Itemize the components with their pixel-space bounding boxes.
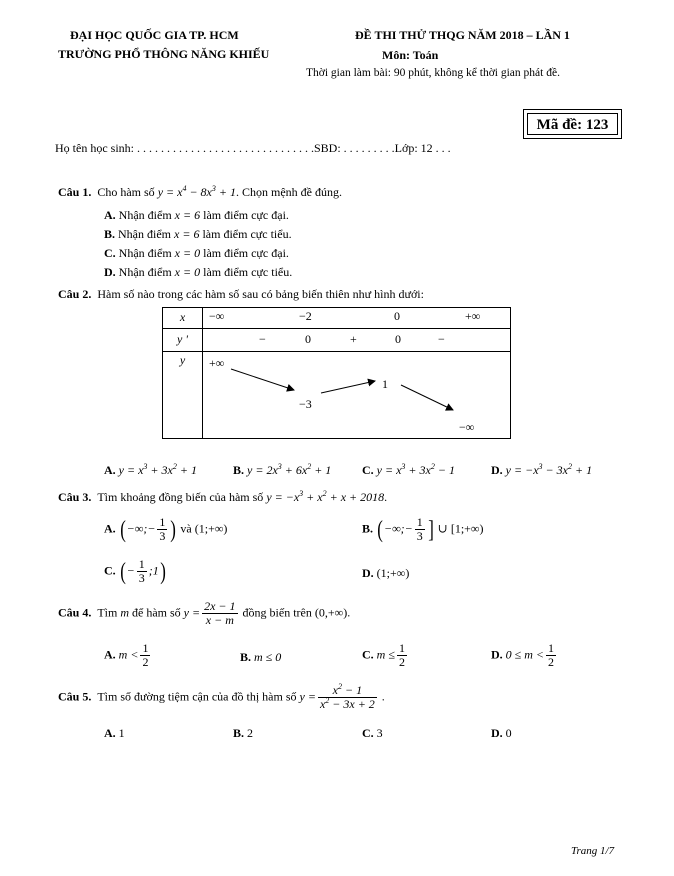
school-name: TRƯỜNG PHỔ THÔNG NĂNG KHIẾU (58, 47, 270, 61)
yp-row-label-cell (163, 329, 203, 352)
option-d[interactable]: D. 0 ≤ m < $\frac{1}{2}$ (491, 641, 555, 669)
question-5-stem: Câu 5. Tìm số đường tiệm cận của đồ thị hàm số y = $\frac{x^2 - 1}{x^2 - 3x + 2}$ . (58, 682, 385, 711)
option-letter: A. (104, 647, 116, 662)
variation-arrows (203, 352, 511, 440)
exam-title: ĐỀ THI THỬ THQG NĂM 2018 – LẦN 1 (355, 28, 570, 42)
increasing-arrow (321, 381, 375, 393)
option-letter: D. (491, 647, 503, 662)
sign-value: 0 (395, 332, 401, 346)
function-row (203, 352, 511, 439)
math-expression: $y = x^4 - 8x^3 + 1$ (157, 184, 236, 199)
option-text: Nhận điểm (118, 227, 172, 241)
option-letter: B. (233, 463, 245, 477)
option-b[interactable]: B. m ≤ 0 (240, 650, 282, 664)
sign-value: − (259, 332, 266, 346)
option-text: và (180, 521, 192, 536)
option-letter: D. (491, 726, 503, 740)
question-label: Câu 4. (58, 605, 92, 620)
stem-text: . Chọn mệnh đề đúng. (235, 185, 342, 199)
option-letter: C. (362, 726, 374, 740)
option-d[interactable] (104, 265, 292, 280)
option-letter: B. (362, 521, 374, 536)
student-info-line: Họ tên học sinh: . . . . . . . . . . . . . . . . . . . . . . . . . . . . . .SBD: . . . . . . . . .Lớp: 12 . . . (55, 141, 451, 155)
sign-value: 0 (305, 332, 311, 346)
option-value: 3 (376, 726, 383, 740)
sign-value: + (350, 332, 357, 346)
exam-code-box (523, 109, 622, 139)
y-value: −3 (299, 397, 312, 411)
derivative-label: y ' (177, 332, 188, 346)
stem-text: Cho hàm số (97, 185, 155, 199)
option-d[interactable] (362, 566, 409, 581)
option-letter: D. (362, 566, 374, 580)
math-expression: $y = -x^3 - 3x^2 + 1$ (505, 462, 593, 477)
option-a[interactable] (104, 463, 197, 478)
option-a[interactable]: A. m < $\frac{1}{2}$ (104, 641, 149, 669)
math-expression: (1;+∞) (376, 566, 410, 580)
option-letter: D. (491, 463, 503, 477)
option-value: 1 (118, 726, 125, 740)
option-a[interactable] (104, 726, 125, 741)
x-row (203, 308, 511, 329)
x-value: 0 (394, 309, 400, 323)
decreasing-arrow (401, 385, 453, 410)
stem-text: Tìm khoảng đồng biến của hàm số (97, 490, 264, 504)
question-label: Câu 1. (58, 185, 92, 199)
option-c[interactable] (362, 463, 455, 478)
option-letter: A. (104, 208, 116, 222)
question-2-stem (58, 287, 424, 302)
y-value: 1 (382, 377, 388, 391)
question-label: Câu 5. (58, 689, 92, 704)
option-value: 2 (247, 726, 254, 740)
option-letter: C. (104, 563, 116, 578)
option-letter: A. (104, 463, 116, 477)
x-label: x (179, 310, 186, 324)
math-expression: x = 0 (174, 265, 201, 279)
y-value: −∞ (459, 420, 475, 434)
option-text: làm điểm cực đại. (203, 246, 289, 260)
x-value: −∞ (209, 309, 225, 323)
derivative-row (203, 329, 511, 352)
math-expression: ∪ [1;+∞) (437, 521, 484, 536)
math-expression: $y = 2x^3 + 6x^2 + 1$ (247, 462, 332, 477)
stem-text: đồng biến trên (242, 605, 312, 620)
y-value: +∞ (209, 356, 225, 370)
option-letter: B. (233, 726, 245, 740)
option-value: 0 (505, 726, 512, 740)
option-c[interactable] (104, 246, 289, 261)
option-b[interactable] (104, 227, 292, 242)
stem-text: Hàm số nào trong các hàm số sau có bảng biến thiên như hình dưới: (97, 287, 424, 301)
math-expression: x = 6 (174, 208, 201, 222)
option-c[interactable]: C. (− $\frac{1}{3}$ ;1) (104, 557, 166, 585)
question-4-stem: Câu 4. Tìm m để hàm số y = $\frac{2x - 1}{x - m}$ đồng biến trên (0,+∞). (58, 599, 351, 627)
question-label: Câu 2. (58, 287, 92, 301)
option-d[interactable] (491, 463, 592, 478)
x-value: +∞ (465, 309, 481, 323)
math-expression: (1;+∞) (194, 521, 228, 536)
math-expression: $y = x^3 + 3x^2 + 1$ (118, 462, 197, 477)
option-b[interactable]: B. (−∞;− $\frac{1}{3}$ ] ∪ [1;+∞) (362, 515, 484, 543)
option-letter: D. (104, 265, 116, 279)
option-d[interactable] (491, 726, 512, 741)
option-letter: C. (362, 647, 374, 662)
option-letter: B. (104, 227, 116, 241)
stem-text: để hàm số (132, 605, 181, 620)
option-text: làm điểm cực tiểu. (202, 227, 292, 241)
option-letter: B. (240, 650, 252, 664)
variation-table (162, 307, 511, 439)
option-text: Nhận điểm (118, 208, 172, 222)
math-expression: $y = -x^3 + x^2 + x + 2018$ (266, 489, 385, 504)
option-a[interactable]: A. (−∞;− $\frac{1}{3}$ ) và (1;+∞) (104, 515, 228, 543)
university-name: ĐẠI HỌC QUỐC GIA TP. HCM (70, 28, 239, 42)
sign-value: − (438, 332, 445, 346)
option-text: làm điểm cực tiểu. (203, 265, 293, 279)
y-row-label-cell (163, 352, 203, 439)
option-letter: C. (104, 246, 116, 260)
option-b[interactable] (233, 726, 253, 741)
math-expression: x = 6 (174, 227, 200, 241)
math-expression: x = 0 (174, 246, 201, 260)
option-letter: A. (104, 521, 116, 536)
option-letter: A. (104, 726, 116, 740)
x-value: −2 (299, 309, 312, 323)
option-a[interactable] (104, 208, 289, 223)
y-label: y (179, 353, 186, 367)
x-row-label-cell (163, 308, 203, 329)
question-3-stem: Câu 3. Tìm khoảng đồng biến của hàm số $y = -x^3 + x^2 + x + 2018$. (58, 489, 388, 504)
page-number: Trang 1/7 (571, 845, 615, 857)
option-text: Nhận điểm (118, 246, 172, 260)
question-1-stem (58, 185, 342, 200)
option-c[interactable]: C. m ≤ $\frac{1}{2}$ (362, 641, 405, 669)
option-text: Nhận điểm (118, 265, 172, 279)
option-b[interactable] (233, 463, 331, 478)
option-letter: C. (362, 463, 374, 477)
exam-code: Mã đề: 123 (527, 113, 618, 135)
stem-text: Tìm số đường tiệm cận của đồ thị hàm số (97, 689, 297, 704)
decreasing-arrow (231, 369, 294, 390)
subject-label: Môn: Toán (382, 48, 439, 62)
time-limit: Thời gian làm bài: 90 phút, không kể thời gian phát đề. (306, 67, 560, 79)
option-c[interactable] (362, 726, 383, 741)
math-expression: $y = x^3 + 3x^2 - 1$ (376, 462, 455, 477)
math-expression: (0,+∞). (314, 605, 351, 620)
question-label: Câu 3. (58, 490, 92, 504)
option-text: làm điểm cực đại. (203, 208, 289, 222)
stem-text: Tìm (97, 605, 118, 620)
